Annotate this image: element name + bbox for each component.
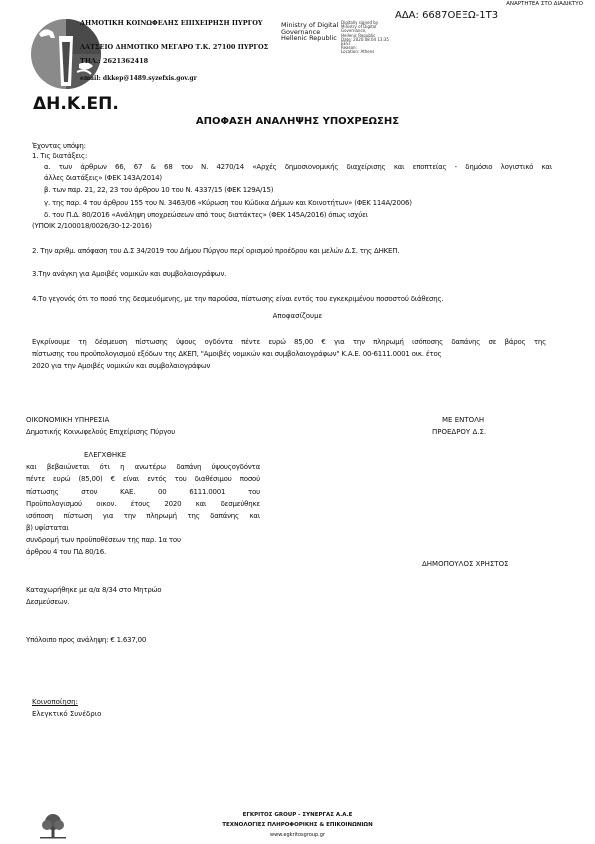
remaining-amount: Υπόλοιπο προς ανάληψη: € 1.637,00 <box>26 636 147 644</box>
registry-line: Καταχωρήθηκε με α/α 8/34 στο Μητρώο <box>26 586 162 594</box>
provision-c: γ. της παρ. 4 του άρθρου 155 του Ν. 3463/06 «Κύρωση του Κώδικα Δήμων και Κοινοτήτων» (ΦΕΚ 114Α/2006) <box>44 199 412 207</box>
provision-b: β. των παρ. 21, 22, 23 του άρθρου 10 του Ν. 4337/15 (ΦΕΚ 129Α/15) <box>44 186 274 194</box>
org-name: ΔΗΜΟΤΙΚΗ ΚΟΙΝΩΦΕΛΗΣ ΕΠΙΧΕΙΡΗΣΗ ΠΥΡΓΟΥ <box>80 19 263 27</box>
cc-recipient: Ελεγκτικό Συνέδριο <box>32 710 102 718</box>
check-paragraph-line: συνδρομή των προϋποθέσεων της παρ. 1α του <box>26 536 181 544</box>
decision-line: πίστωσης του προϋπολογισμού εξόδων της ΔΚΕΠ, "Αμοιβές νομικών και συμβολαιογράφων" Κ.Α.Ε. 00-6111.0001 οικ. έτος <box>32 350 442 358</box>
check-paragraph-line: άρθρου 4 του ΠΔ 80/16. <box>26 548 107 556</box>
by-order: ΜΕ ΕΝΤΟΛΗ <box>442 416 485 424</box>
check-paragraph-line: πίστωσης στον ΚΑΕ. 00 6111.0001 του <box>26 488 260 496</box>
president: ΠΡΟΕΔΡΟΥ Δ.Σ. <box>432 428 487 436</box>
provision-d: δ. του Π.Δ. 80/2016 «Ανάληψη υποχρεώσεων από τους διατάκτες» (ΦΕΚ 145Α/2016) όπως ισχύει <box>44 211 368 219</box>
decision-heading: Αποφασίζουμε <box>272 312 323 320</box>
item-2: 2. Την αριθμ. απόφαση του Δ.Σ 34/2019 του Δήμου Πύργου περί ορισμού προέδρου και μελών Δ.Σ. της ΔΗΚΕΠ. <box>32 247 400 255</box>
item-3: 3.Την ανάγκη για Αμοιβές νομικών και συμβολαιογράφων. <box>32 270 227 278</box>
cc-label: Κοινοποίηση: <box>32 698 78 706</box>
signature-details <box>341 21 389 55</box>
signature-detail: EEST <box>341 41 352 47</box>
check-paragraph-line: Προϋπολογισμού οικον. έτους 2020 και δεσμεύθηκε <box>26 500 260 508</box>
document-title: ΑΠΟΦΑΣΗ ΑΝΑΛΗΨΗΣ ΥΠΟΧΡΕΩΣΗΣ <box>195 116 400 127</box>
vendor-website[interactable]: www.egkritosgroup.gr <box>270 832 325 838</box>
vendor-tagline: ΤΕΧΝΟΛΟΓΙΕΣ ΠΛΗΡΟΦΟΡΙΚΗΣ & ΕΠΙΚΟΙΝΩΝΙΩΝ <box>222 822 373 828</box>
registry-line: Δεσμεύσεων. <box>26 598 70 606</box>
logo-wordmark: ΔΗ.Κ.ΕΠ. <box>33 94 119 114</box>
signature-detail: Hellenic Republic <box>341 32 376 38</box>
stamp-line: Ministry of Digital <box>281 21 339 29</box>
provision-ref: (ΥΠΟΙΚ 2/100018/0026/30-12-2016) <box>32 222 152 230</box>
digital-signature-stamp <box>281 22 338 42</box>
item-4: 4.Το γεγονός ότι το ποσό της δεσμευόμενης, με την παρούσα, πίστωσης είναι εντός του εγκεκριμένου ποσοστού διάθεσης. <box>32 295 444 303</box>
decision-line: Εγκρίνουμε τη δέσμευση πίστωσης ύψους ογδόντα πέντε ευρώ 85,00 € για την πληρωμή ισόποσης δαπάνης σε βάρος της <box>32 338 546 346</box>
signature-detail: Location: Athens <box>341 49 375 55</box>
signature-detail: Governance, <box>341 28 367 34</box>
signature-detail: Reason: <box>341 45 357 51</box>
finance-dept-org: Δημοτικής Κοινωφελούς Επιχείρισης Πύργου <box>26 428 176 436</box>
vendor-name: ΕΓΚΡΙΤΟΣ GROUP - ΣΥΝΕΡΓΑΣ Α.Α.Ε <box>242 812 353 818</box>
signer-name: ΔΗΜΟΠΟΥΛΟΣ ΧΡΗΣΤΟΣ <box>422 560 509 568</box>
signature-detail: Date: 2020.08.04 13:35 <box>341 36 389 42</box>
signature-detail: Ministry of Digital <box>341 24 377 30</box>
check-paragraph-line: β) υφίσταται <box>26 524 69 532</box>
provision-a: α. των άρθρων 66, 67 & 68 του Ν. 4270/14 «Αρχές δημοσιονομικής διαχείρισης και εποπτείας - δημόσιο λογιστικό και <box>44 163 552 171</box>
publish-online-note: ΑΝΑΡΤΗΤΕΑ ΣΤΟ ΔΙΑΔΙΚΤΥΟ <box>506 1 583 7</box>
org-phone: ΤΗΛ.: 2621362418 <box>80 57 149 65</box>
check-paragraph-line: πέντε ευρώ (85,00) € είναι εντός του διαθέσιμου ποσού <box>26 475 260 483</box>
checked-heading: ΕΛΕΓΧΘΗΚΕ <box>84 451 127 459</box>
org-address: ΛΑΤΣΕΙΟ ΔΗΜΟΤΙΚΟ ΜΕΓΑΡΟ Τ.Κ. 27100 ΠΥΡΓΟΣ <box>80 43 269 51</box>
intro-line: Έχοντας υπόψη: <box>32 142 86 150</box>
check-paragraph-line: και βεβαιώνεται ότι η ανωτέρω δαπάνη ύψουςογδόντα <box>26 463 260 471</box>
signature-detail: Digitally signed by <box>341 20 379 25</box>
ada-code: ΑΔΑ: 6687ΟΕΞΩ-1Τ3 <box>395 10 499 21</box>
check-paragraph-line: ισόποση πίστωση για την πληρωμή της δαπάνης και <box>26 512 260 520</box>
finance-dept: ΟΙΚΟΝΟΜΙΚΗ ΥΠΗΡΕΣΙΑ <box>26 416 110 424</box>
org-email: email: dkkep@1489.syzefxis.gov.gr <box>80 75 197 82</box>
provision-a-cont: άλλες διατάξεις» (ΦΕΚ 143Α/2014) <box>44 174 162 182</box>
decision-line: 2020 για την Αμοιβές νομικών και συμβολαιογράφων <box>32 362 211 370</box>
stamp-line: Hellenic Republic <box>281 34 337 42</box>
stamp-line: Governance <box>281 27 321 36</box>
provisions-heading: 1. Τις διατάξεις: <box>32 152 88 160</box>
